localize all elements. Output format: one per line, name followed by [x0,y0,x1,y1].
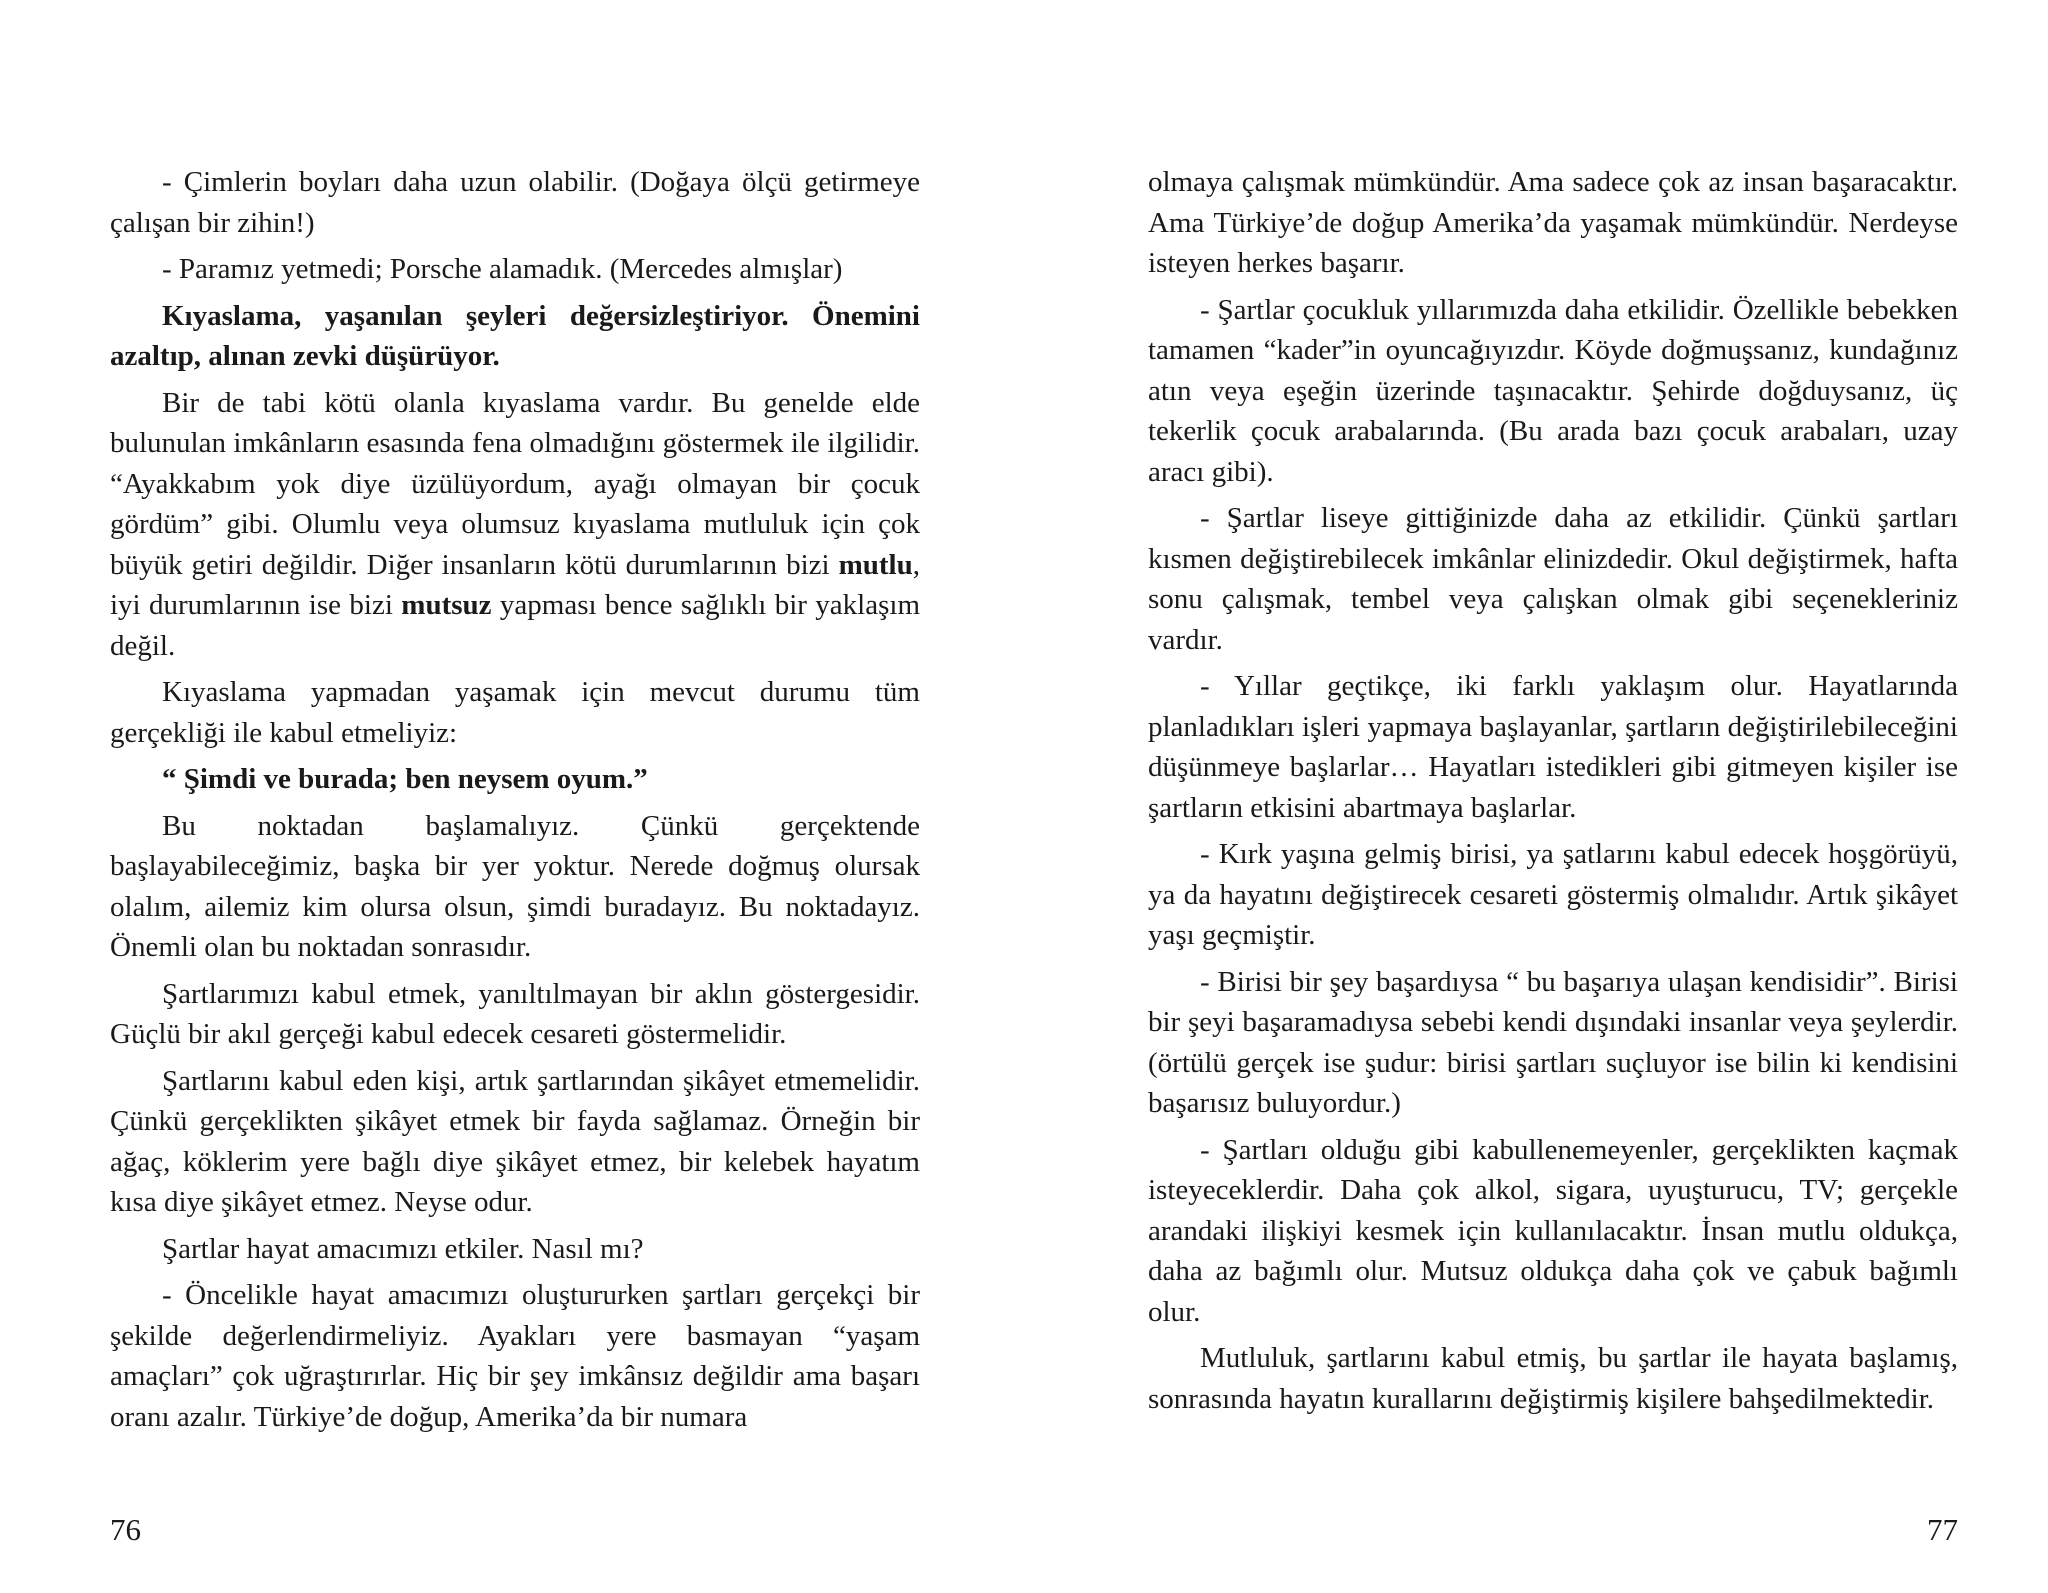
left-page-text [110,162,920,1437]
paragraph: - Birisi bir şey başardıysa “ bu başarıya ulaşan kendisidir”. Birisi bir şeyi başaramadıysa sebebi kendi dışındaki insanlar veya şeylerdir. (örtülü gerçek ise şudur: birisi şartları suçluyor ise bilin ki kendisini başarısız buluyordur.) [1148,965,1958,1119]
text-run: Bir de tabi kötü olanla kıyaslama vardır. Bu genelde elde bulunulan imkânların esasında fena olmadığını göstermek ile ilgilidir. “Ayakkabım yok diye üzülüyordum, ayağı olmayan bir çocuk gördüm” gibi. Olumlu veya olumsuz kıyaslama mutluluk için çok büyük getiri değildir. Diğer insanların kötü durumlarının bizi [110,386,920,581]
left-page [110,162,920,1552]
paragraph: - Kırk yaşına gelmiş birisi, ya şatlarını kabul edecek hoşgörüyü, ya da hayatını değiştirecek cesareti göstermiş olmalıdır. Artık şikâyet yaşı geçmiştir. [1148,838,1958,951]
paragraph: - Şartlar çocukluk yıllarımızda daha etkilidir. Özellikle bebekken tamamen “kader”in oyuncağıyızdır. Köyde doğmuşsanız, kundağınız atın veya eşeğin üzerinde taşınacaktır. Şehirde doğduysanız, üç tekerlik çocuk arabalarında. (Bu arada bazı çocuk arabaları, uzay aracı gibi). [1148,293,1958,488]
page-number: 77 [1927,1512,1958,1547]
bold-word-mutlu: mutlu [838,548,913,581]
bold-word-mutsuz: mutsuz [401,589,492,621]
bold-paragraph: Kıyaslama, yaşanılan şeyleri değersizleştiriyor. Önemini azaltıp, alınan zevki düşürüyor. [110,299,920,372]
paragraph: - Yıllar geçtikçe, iki farklı yaklaşım olur. Hayatlarında planladıkları işleri yapmaya başlayanlar, şartların değiştirilebileceğini düşünmeye başlarlar… Hayatları istedikleri gibi gitmeyen kişiler ise şartların etkisini abartmaya başlarlar. [1148,670,1958,824]
paragraph: - Paramız yetmedi; Porsche alamadık. (Mercedes almışlar) [162,253,843,285]
text-run: yapması bence sağlıklı bir yaklaşım değil. [110,589,921,662]
paragraph: Şartlarımızı kabul etmek, yanıltılmayan bir aklın göstergesidir. Güçlü bir akıl gerçeği kabul edecek cesareti göstermelidir. [110,977,920,1050]
paragraph: - Şartları olduğu gibi kabullenemeyenler, gerçeklikten kaçmak isteyeceklerdir. Daha çok alkol, sigara, uyuşturucu, TV; gerçekle arandaki ilişkiyi kesmek için kullanılacaktır. İnsan mutlu oldukça, daha az bağımlı olur. Mutsuz oldukça daha çok ve çabuk bağımlı olur. [1148,1133,1958,1328]
paragraph: Mutluluk, şartlarını kabul etmiş, bu şartlar ile hayata başlamış, sonrasında hayatın kurallarını değiştirmiş kişilere bahşedilmektedir. [1148,1342,1958,1415]
bold-quote: “ Şimdi ve burada; ben neysem oyum.” [162,763,648,795]
paragraph-continued: olmaya çalışmak mümkündür. Ama sadece çok az insan başaracaktır. Ama Türkiye’de doğup Amerika’da yaşamak mümkündür. Nerdeyse isteyen herkes başarır. [1148,166,1958,279]
paragraph: - Çimlerin boyları daha uzun olabilir. (Doğaya ölçü getirmeye çalışan bir zihin!) [110,166,920,239]
right-page-text [1148,162,1958,1419]
page-number: 76 [110,1512,141,1547]
paragraph: - Şartlar liseye gittiğinizde daha az etkilidir. Çünkü şartları kısmen değiştirebilecek imkânlar elinizdedir. Okul değiştirmek, hafta sonu çalışmak, tembel veya çalışkan olmak gibi seçenekleriniz vardır. [1148,502,1958,656]
paragraph: Bu noktadan başlamalıyız. Çünkü gerçektende başlayabileceğimiz, başka bir yer yoktur. Nerede doğmuş olursak olalım, ailemiz kim olursa olsun, şimdi buradayız. Bu noktadayız. Önemli olan bu noktadan sonrasıdır. [110,809,920,963]
paragraph: Kıyaslama yapmadan yaşamak için mevcut durumu tüm gerçekliği ile kabul etmeliyiz: [110,676,920,749]
paragraph [110,383,920,667]
paragraph: Şartlarını kabul eden kişi, artık şartlarından şikâyet etmemelidir. Çünkü gerçeklikten şikâyet etmek bir fayda sağlamaz. Örneğin bir ağaç, köklerim yere bağlı diye şikâyet etmez, bir kelebek hayatım kısa diye şikâyet etmez. Neyse odur. [110,1064,920,1218]
right-page [1148,162,1958,1552]
paragraph: - Öncelikle hayat amacımızı oluştururken şartları gerçekçi bir şekilde değerlendirmeliyiz. Ayakları yere basmayan “yaşam amaçları” çok uğraştırırlar. Hiç bir şey imkânsız değildir ama başarı oranı azalır. Türkiye’de doğup, Amerika’da bir numara [110,1279,920,1433]
paragraph: Şartlar hayat amacımızı etkiler. Nasıl mı? [162,1232,644,1265]
text-run: , iyi durumlarının ise bizi [110,548,920,621]
